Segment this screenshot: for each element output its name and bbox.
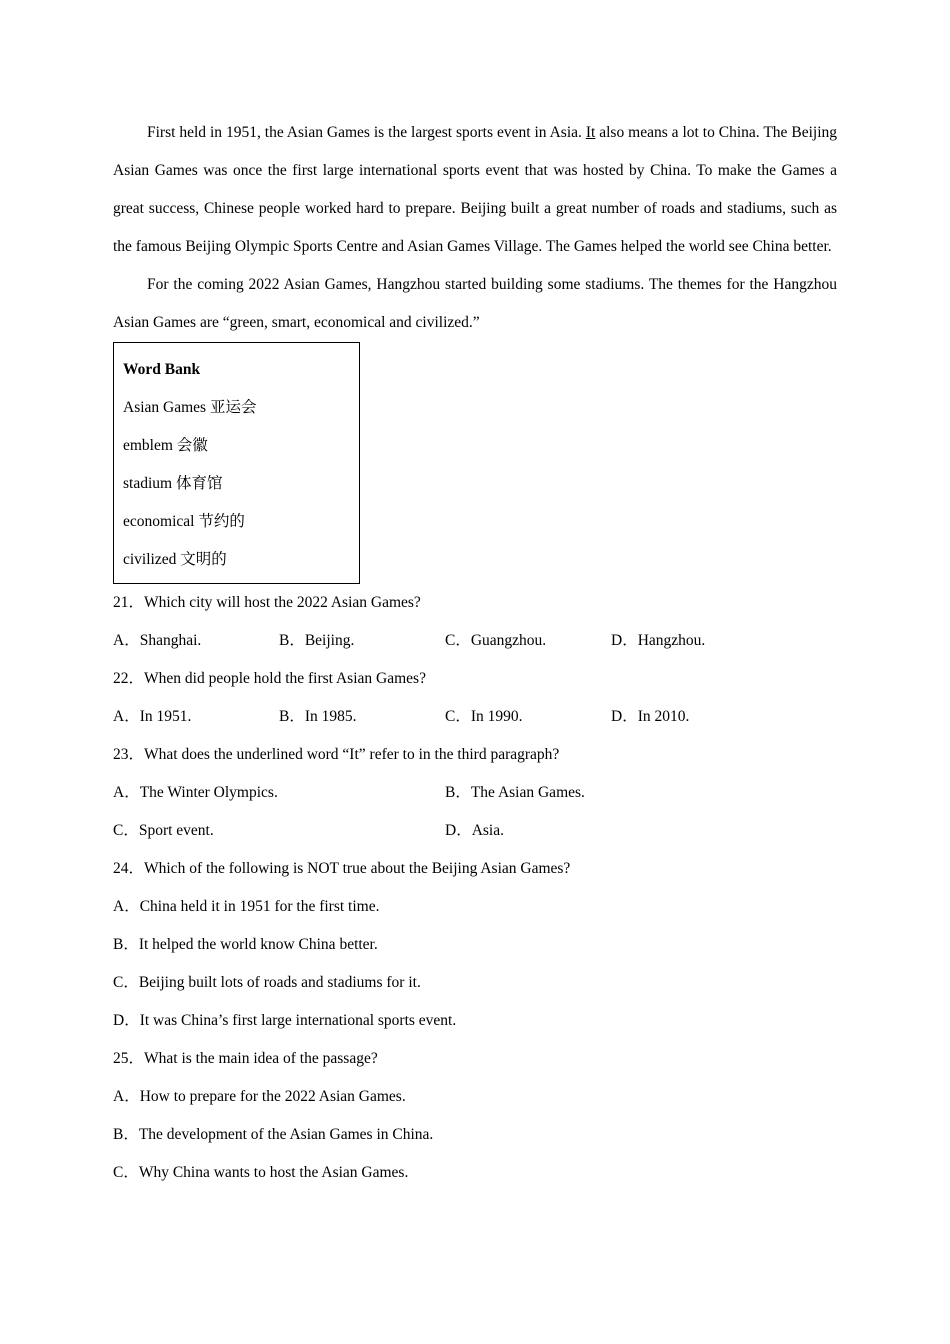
option-c: C．Sport event. xyxy=(113,822,214,839)
word-bank-item: emblem 会徽 xyxy=(123,437,208,454)
option-c: C．In 1990. xyxy=(445,708,523,725)
option-d: D．Asia. xyxy=(445,822,504,839)
answer-options xyxy=(113,622,837,660)
option-d: D．It was China’s first large international sports event. xyxy=(113,1012,457,1029)
option-a: A．Shanghai. xyxy=(113,632,202,649)
question-stem: 23．What does the underlined word “It” refer to in the third paragraph? xyxy=(113,746,560,763)
option-b: B．Beijing. xyxy=(279,632,355,649)
paragraph-1-text-start: First held in 1951, the Asian Games is the largest sports event in Asia. xyxy=(147,124,586,141)
answer-options-row-2 xyxy=(113,812,837,850)
word-bank-title: Word Bank xyxy=(123,361,201,378)
word-bank-box xyxy=(113,342,360,584)
passage-paragraph-1 xyxy=(113,114,837,266)
option-b: B．The Asian Games. xyxy=(445,784,585,801)
underlined-word: It xyxy=(585,124,596,141)
word-bank-item: civilized 文明的 xyxy=(123,551,227,568)
passage-paragraph-2: For the coming 2022 Asian Games, Hangzhou started building some stadiums. The themes for the Hangzhou Asian Games are “green, smart, economical and civilized.” xyxy=(113,276,837,331)
question-21 xyxy=(113,584,837,660)
question-23 xyxy=(113,736,837,850)
question-stem: 21．Which city will host the 2022 Asian Games? xyxy=(113,594,421,611)
option-b: B．In 1985. xyxy=(279,708,357,725)
question-stem: 22．When did people hold the first Asian Games? xyxy=(113,670,426,687)
option-c: C．Guangzhou. xyxy=(445,632,547,649)
question-stem: 24．Which of the following is NOT true about the Beijing Asian Games? xyxy=(113,860,571,877)
option-b: B．It helped the world know China better. xyxy=(113,936,378,953)
option-a: A．China held it in 1951 for the first time. xyxy=(113,898,380,915)
question-22 xyxy=(113,660,837,736)
word-bank-item: Asian Games 亚运会 xyxy=(123,399,257,416)
option-a: A．In 1951. xyxy=(113,708,192,725)
answer-options xyxy=(113,698,837,736)
option-a: A．The Winter Olympics. xyxy=(113,784,278,801)
word-bank-item: economical 节约的 xyxy=(123,513,245,530)
question-24 xyxy=(113,850,837,1040)
word-bank-item: stadium 体育馆 xyxy=(123,475,223,492)
document-page xyxy=(113,114,837,1192)
answer-options-row-1 xyxy=(113,774,837,812)
question-stem: 25．What is the main idea of the passage? xyxy=(113,1050,378,1067)
option-d: D．In 2010. xyxy=(611,708,690,725)
option-c: C．Beijing built lots of roads and stadiums for it. xyxy=(113,974,421,991)
option-b: B．The development of the Asian Games in China. xyxy=(113,1126,434,1143)
option-c: C．Why China wants to host the Asian Games. xyxy=(113,1164,409,1181)
question-25 xyxy=(113,1040,837,1192)
paragraph-1-text-end: also means a lot to China. The Beijing Asian Games was once the first large international sports event that was hosted by China. To make the Games a great success, Chinese people worked hard to prepare. Beijing built a great number of roads and stadiums, such as the famous Beijing Olympic Sports Centre and Asian Games Village. The Games helped the world see China better. xyxy=(113,124,837,255)
option-a: A．How to prepare for the 2022 Asian Games. xyxy=(113,1088,406,1105)
option-d: D．Hangzhou. xyxy=(611,632,706,649)
